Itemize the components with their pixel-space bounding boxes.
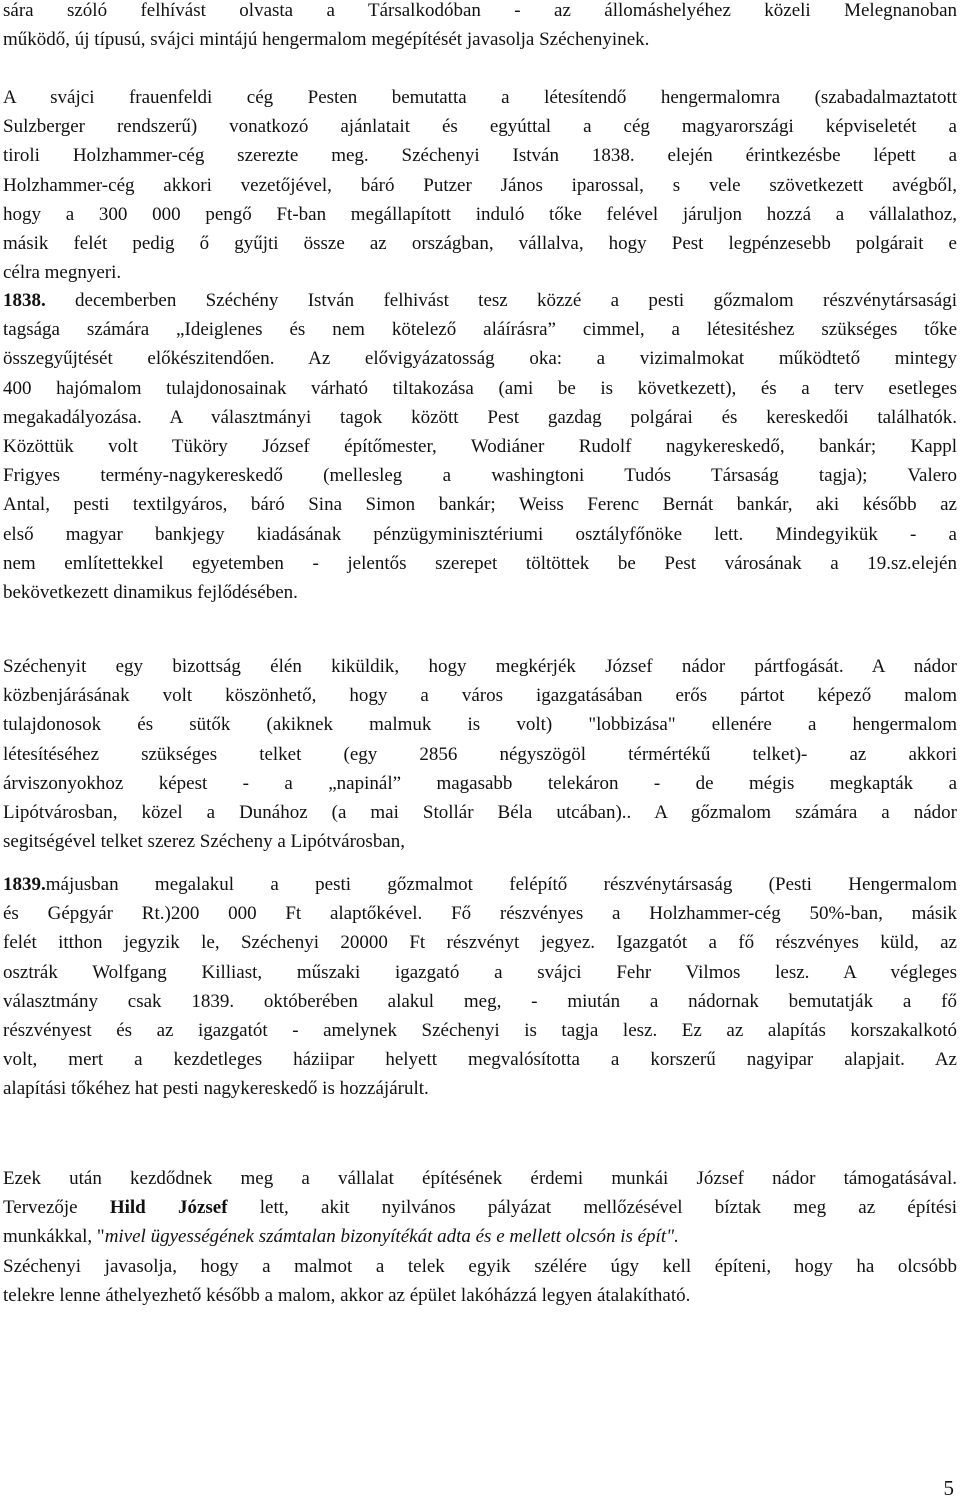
text-line: Sulzberger rendszerű) vonatkozó ajánlatait és egyúttal a cég magyarországi képviseletét a (3, 116, 957, 138)
text-line: 400 hajómalom tulajdonosainak várható tiltakozása (ami be is következett), és a terv esetleges (3, 377, 957, 399)
text-line (3, 870, 957, 899)
text-line: választmány csak 1839. októberében alakul meg, - miután a nádornak bemutatják a fő (3, 990, 957, 1012)
text-line: alapítási tőkéhez hat pesti nagykereskedő is hozzájárult. (3, 1078, 429, 1100)
text-line: Antal, pesti textilgyáros, báró Sina Simon bankár; Weiss Ferenc Bernát bankár, aki később az (3, 494, 957, 516)
page-number: 5 (943, 1476, 954, 1500)
architect-name: Hild József (109, 1197, 228, 1219)
paragraph-2 (3, 83, 957, 287)
text-line: Széchenyit egy bizottság élén kiküldik, hogy megkérjék József nádor pártfogását. A nádor (3, 656, 957, 677)
paragraph-1 (3, 0, 957, 54)
text-line: felét itthon jegyzik le, Széchenyi 20000 Ft részvényt jegyez. Igazgatót a fő részvényes küld, az (3, 932, 957, 954)
text-line: nem említettekkel egyetemben - jelentős szerepet töltöttek be Pest városának a 19.sz.elején (3, 552, 957, 574)
text-run: decemberben Széchény István felhivást tesz közzé a pesti gőzmalom részvénytársasági (45, 290, 957, 311)
text-line: létesítéséhez szükséges telket (egy 2856 négyszögöl térmértékű telket)- az akkori (3, 743, 957, 765)
text-run: lett, akit nyilvános pályázat mellőzésével bíztak meg az építési (227, 1197, 957, 1219)
text-line: Széchenyi javasolja, hogy a malmot a telek egyik szélére úgy kell építeni, hogy ha olcsóbb (3, 1255, 957, 1277)
text-line: megakadályozása. A választmányi tagok között Pest gazdag polgárai és kereskedői találhatók. (3, 406, 957, 428)
text-line: sára szóló felhívást olvasta a Társalkodóban - az állomáshelyéhez közeli Melegnanoban (3, 0, 957, 21)
text-line (3, 1222, 957, 1251)
text-line: és Gépgyár Rt.)200 000 Ft alaptőkével. Fő részvényes a Holzhammer-cég 50%-ban, másik (3, 903, 957, 925)
text-line: árviszonyokhoz képest - a „napinál” magasabb telekáron - de mégis megkapták a (3, 772, 957, 794)
year-bold: 1839. (3, 874, 46, 895)
text-line (3, 1193, 957, 1222)
text-line: tulajdonosok és sütők (akiknek malmuk is volt) "lobbizása" ellenére a hengermalom (3, 714, 957, 736)
text-line: Ezek után kezdődnek meg a vállalat építésének érdemi munkái József nádor támogatásával. (3, 1168, 957, 1189)
year-bold: 1838. (3, 290, 46, 311)
text-line: működő, új típusú, svájci mintájú hengermalom megépítését javasolja Széchenyinek. (3, 29, 650, 51)
paragraph-4 (3, 652, 957, 856)
text-run: májusban megalakul a pesti gőzmalmot felépítő részvénytársaság (Pesti Hengermalom (45, 874, 957, 895)
text-line: Lipótvárosban, közel a Dunához (a mai Stollár Béla utcában).. A gőzmalom számára a nádor (3, 801, 957, 823)
paragraph-6 (3, 1164, 957, 1310)
text-line: első magyar bankjegy kiadásának pénzügyminisztériumi osztályfőnöke lett. Mindegyikük - a (3, 523, 957, 545)
text-run: Tervezője (3, 1197, 110, 1219)
quote-italic: mivel ügyességének számtalan bizonyítékát adta és e mellett olcsón is épít". (104, 1226, 679, 1248)
text-line: részvényest és az igazgatót - amelynek Széchenyi is tagja lesz. Ez az alapítás korszakalkotó (3, 1019, 957, 1041)
paragraph-3 (3, 286, 957, 607)
text-line: tagsága számára „Ideiglenes és nem kötelező aláírásra” cimmel, a létesitéshez szükséges tőke (3, 319, 957, 341)
text-line: másik felét pedig ő gyűjti össze az országban, vállalva, hogy Pest legpénzesebb polgárait e (3, 232, 957, 254)
text-line: Holzhammer-cég akkori vezetőjével, báró Putzer János iparossal, s vele szövetkezett avégből, (3, 174, 957, 196)
text-run: munkákkal, " (3, 1226, 105, 1248)
text-line: A svájci frauenfeldi cég Pesten bemutatta a létesítendő hengermalomra (szabadalmaztatott (3, 87, 957, 108)
text-line: Frigyes termény-nagykereskedő (mellesleg a washingtoni Tudós Társaság tagja); Valero (3, 465, 957, 487)
text-line: Közöttük volt Tüköry József építőmester, Wodiáner Rudolf nagykereskedő, bankár; Kappl (3, 435, 957, 457)
text-line: célra megnyeri. (3, 262, 122, 284)
text-line: osztrák Wolfgang Killiast, műszaki igazgató a svájci Fehr Vilmos lesz. A végleges (3, 961, 957, 983)
text-line: hogy a 300 000 pengő Ft-ban megállapított induló tőke felével járuljon hozzá a vállalathoz, (3, 203, 957, 225)
text-line: közbenjárásának volt köszönhető, hogy a város igazgatásában erős pártot képező malom (3, 685, 957, 707)
text-line: tiroli Holzhammer-cég szerezte meg. Széchenyi István 1838. elején érintkezésbe lépett a (3, 145, 957, 167)
text-line: volt, mert a kezdetleges háziipar helyett megvalósította a korszerű nagyipar alapjait. Az (3, 1049, 957, 1071)
text-line: segitségével telket szerez Szécheny a Lipótvárosban, (3, 831, 405, 853)
paragraph-5 (3, 870, 957, 1104)
text-line: bekövetkezett dinamikus fejlődésében. (3, 581, 298, 603)
text-line: telekre lenne áthelyezhető később a malom, akkor az épület lakóházzá legyen átalakítható. (3, 1284, 691, 1306)
text-line: összegyűjtését előkészitendően. Az elővigyázatosság oka: a vizimalmokat működtető mintegy (3, 348, 957, 370)
text-line (3, 286, 957, 315)
